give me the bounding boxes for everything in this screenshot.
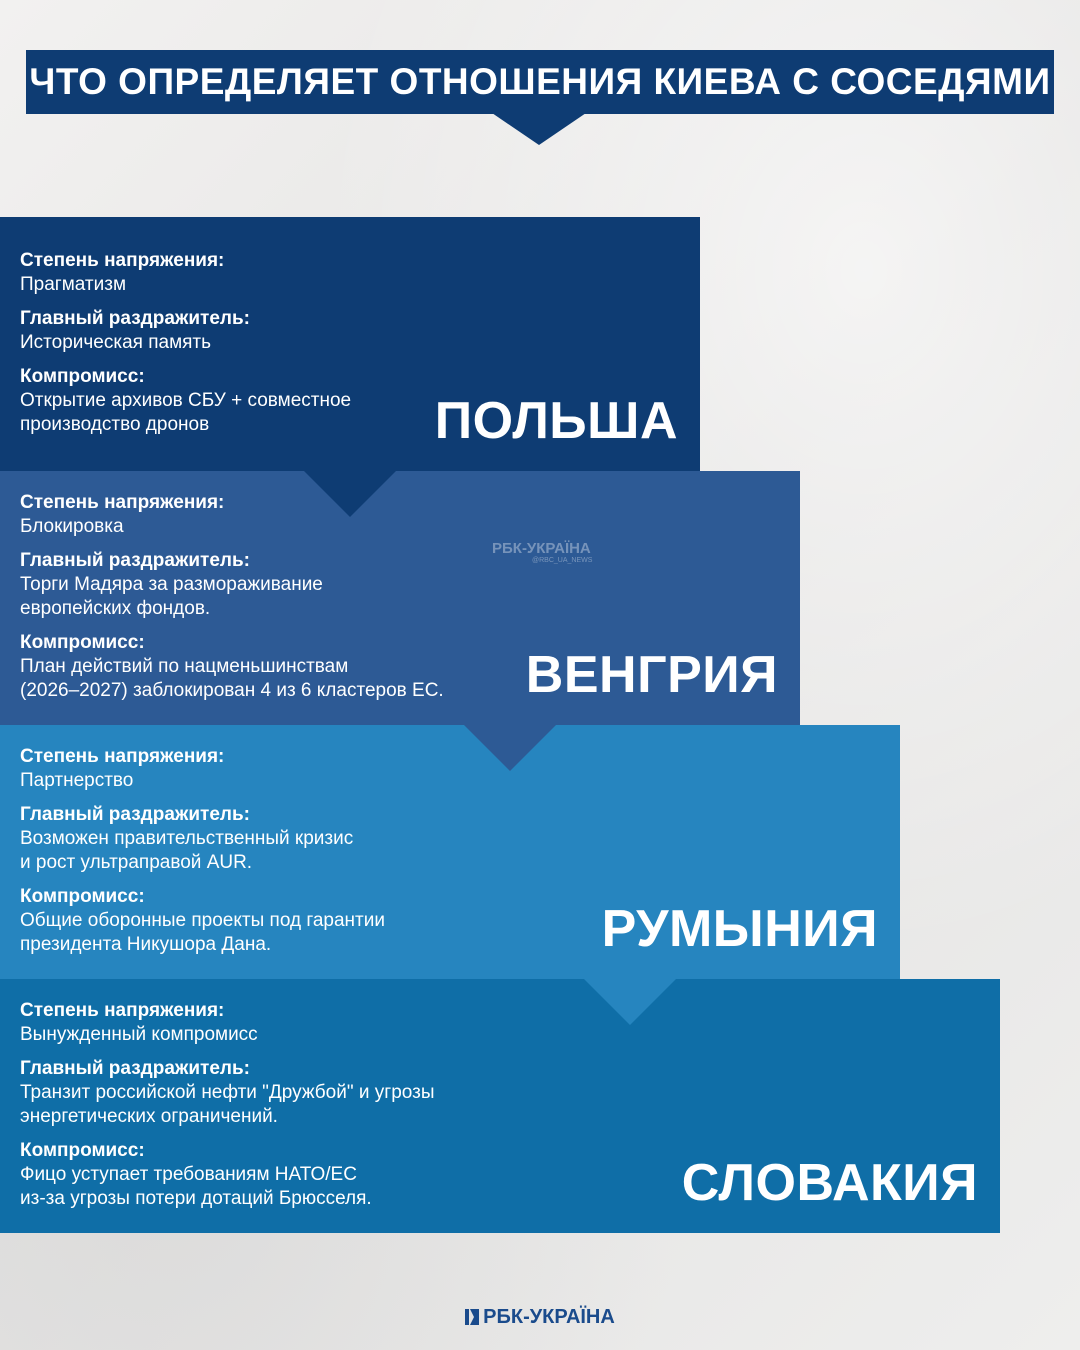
compromise-value: Открытие архивов СБУ + совместное производство дронов	[20, 390, 352, 435]
country-details	[20, 999, 520, 1221]
title-banner	[26, 50, 1054, 114]
country-name: ВЕНГРИЯ	[525, 646, 778, 704]
irritant-label: Главный раздражитель:	[20, 1058, 250, 1079]
country-block-hungary	[0, 471, 800, 725]
country-details	[20, 491, 520, 713]
country-details	[20, 745, 520, 967]
irritant-label: Главный раздражитель:	[20, 550, 250, 571]
irritant-label: Главный раздражитель:	[20, 308, 250, 329]
country-block-poland	[0, 217, 700, 471]
block-arrow	[584, 979, 676, 1025]
compromise-value: Общие оборонные проекты под гарантии президента Никушора Дана.	[20, 910, 385, 955]
irritant-value: Торги Мадяра за размораживание европейских фондов.	[20, 574, 323, 619]
block-arrow	[464, 725, 556, 771]
irritant-value: Историческая память	[20, 332, 212, 353]
tension-value: Блокировка	[20, 516, 124, 537]
compromise-label: Компромисс:	[20, 366, 145, 387]
compromise-value: План действий по нацменьшинствам (2026–2027) заблокирован 4 из 6 кластеров ЕС.	[20, 656, 444, 701]
footer-logo-text: РБК-УКРАЇНА	[483, 1306, 615, 1328]
tension-label: Степень напряжения:	[20, 746, 225, 767]
country-name: РУМЫНИЯ	[601, 900, 878, 958]
compromise-label: Компромисс:	[20, 632, 145, 653]
watermark	[492, 540, 592, 564]
tension-value: Вынужденный компромисс	[20, 1024, 258, 1045]
compromise-value: Фицо уступает требованиям НАТО/ЕС из-за угрозы потери дотаций Брюсселя.	[20, 1164, 372, 1209]
tension-value: Партнерство	[20, 770, 134, 791]
compromise-label: Компромисс:	[20, 1140, 145, 1161]
rbc-logo-icon	[465, 1308, 479, 1331]
tension-label: Степень напряжения:	[20, 250, 225, 271]
country-name: СЛОВАКИЯ	[681, 1154, 978, 1212]
country-name: ПОЛЬША	[434, 392, 678, 450]
irritant-value: Транзит российской нефти "Дружбой" и угрозы энергетических ограничений.	[20, 1082, 435, 1127]
country-block-romania	[0, 725, 900, 979]
page-title: ЧТО ОПРЕДЕЛЯЕТ ОТНОШЕНИЯ КИЕВА С СОСЕДЯМИ	[29, 61, 1051, 102]
country-block-slovakia	[0, 979, 1000, 1233]
compromise-label: Компромисс:	[20, 886, 145, 907]
title-arrow	[492, 113, 586, 145]
watermark-text: РБК-УКРАЇНА	[492, 540, 591, 557]
tension-value: Прагматизм	[20, 274, 127, 295]
tension-label: Степень напряжения:	[20, 492, 225, 513]
footer-logo	[0, 1306, 1080, 1331]
tension-label: Степень напряжения:	[20, 1000, 225, 1021]
irritant-label: Главный раздражитель:	[20, 804, 250, 825]
block-arrow	[304, 471, 396, 517]
irritant-value: Возможен правительственный кризис и рост ультраправой AUR.	[20, 828, 354, 873]
watermark-handle: @RBC_UA_NEWS	[532, 557, 593, 564]
